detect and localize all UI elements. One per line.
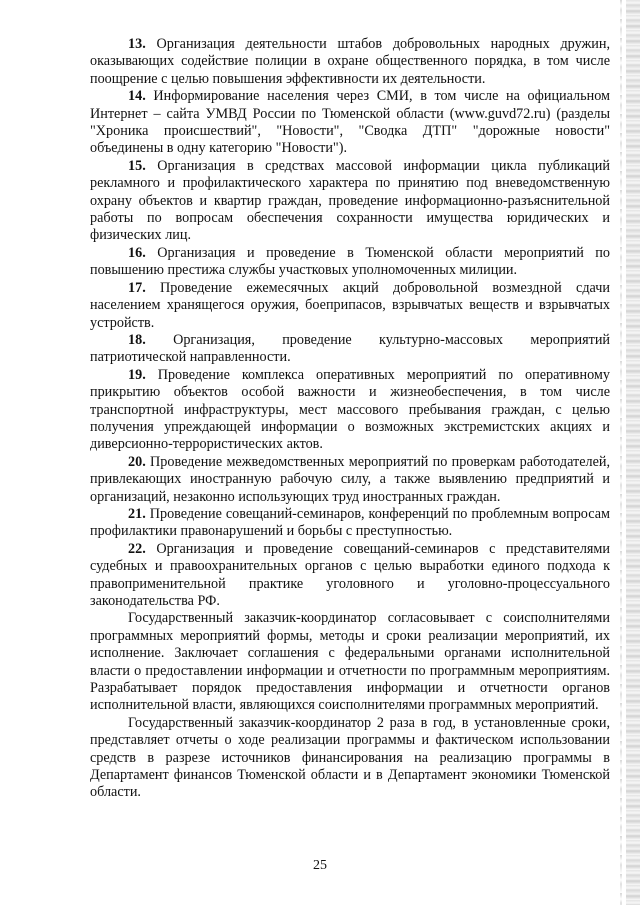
paragraph-18	[90, 332, 610, 367]
item-number: 20.	[128, 453, 146, 470]
item-number: 22.	[128, 540, 146, 557]
scan-edge-line	[620, 0, 622, 905]
item-number: 19.	[128, 366, 146, 383]
item-number: 16.	[128, 244, 146, 261]
paragraph-20	[90, 454, 610, 506]
item-number: 14.	[128, 88, 146, 105]
item-number: 18.	[128, 331, 146, 348]
item-number: 15.	[128, 157, 146, 174]
paragraph-21	[90, 506, 610, 541]
paragraph-17	[90, 280, 610, 332]
paragraph-16	[90, 245, 610, 280]
page-number: 25	[313, 858, 327, 873]
scan-edge-noise	[626, 0, 640, 905]
paragraph-19	[90, 367, 610, 454]
document-body	[90, 36, 610, 802]
paragraph-22	[90, 541, 610, 611]
paragraph-14	[90, 88, 610, 158]
paragraph-text: Государственный заказчик-координатор 2 раза в год, в установленные сроки, представляет отчеты о ходе реализации программы и фактическом использовании средств в разрезе источников финансирования на реализацию программы в Департамент финансов Тюменской области и в Департамент экономики Тюменской области.	[90, 714, 610, 801]
paragraph-text: Проведение комплекса оперативных мероприятий по оперативному прикрытию объектов особой важности и жизнеобеспечения, в том числе транспортной инфраструктуры, мест массового пребывания граждан, с целью получения упреждающей информации о возможных экстремистских акциях и диверсионно-террористических актов.	[90, 366, 610, 453]
paragraph-text: Информирование населения через СМИ, в том числе на официальном Интернет – сайта УМВД России по Тюменской области (www.guvd72.ru) (разделы "Хроника происшествий", "Новости", "Сводка ДТП" "дорожные новости" объединены в одну категорию "Новости").	[90, 88, 610, 157]
item-number: 13.	[128, 36, 146, 52]
item-number: 21.	[128, 505, 146, 522]
paragraph-text: Государственный заказчик-координатор согласовывает с соисполнителями программных мероприятий формы, методы и сроки реализации мероприятий, их исполнение. Заключает соглашения с федеральными органами исполнительной власти о предоставлении информации и отчетности по программным мероприятиям. Разрабатывает порядок предоставления информации и отчетности органов исполнительной власти, являющихся соисполнителями программных мероприятий.	[90, 610, 610, 714]
paragraph-text: Проведение ежемесячных акций добровольной возмездной сдачи населением хранящегося оружия, боеприпасов, взрывчатых веществ и взрывчатых устройств.	[90, 279, 611, 331]
paragraph-coordinator-approval	[90, 610, 610, 714]
paragraph-text: Организация, проведение культурно-массовых мероприятий патриотической направленности.	[90, 331, 611, 366]
paragraph-text: Проведение совещаний-семинаров, конференций по проблемным вопросам профилактики правонарушений и борьбы с преступностью.	[90, 505, 610, 540]
paragraph-13	[90, 36, 610, 88]
paragraph-15	[90, 158, 610, 245]
paragraph-text: Организация деятельности штабов добровольных народных дружин, оказывающих содействие полиции в охране общественного порядка, в том числе поощрение с целью повышения эффективности их деятельности.	[90, 36, 611, 87]
paragraph-coordinator-reports	[90, 715, 610, 802]
paragraph-text: Организация в средствах массовой информации цикла публикаций рекламного и профилактического характера по принятию под вневедомственную охрану объектов и квартир граждан, проведение информационно-разъяснительной работы по вопросам обеспечения сохранности имущества юридических и физических лиц.	[90, 157, 610, 244]
paragraph-text: Организация и проведение совещаний-семинаров с представителями судебных и правоохранительных органов с целью выработки единого подхода к правоприменительной практике уголовного и уголовно-процессуального законодательства РФ.	[90, 540, 611, 609]
paragraph-text: Организация и проведение в Тюменской области мероприятий по повышению престижа службы участковых уполномоченных милиции.	[90, 244, 610, 279]
item-number: 17.	[128, 279, 146, 296]
paragraph-text: Проведение межведомственных мероприятий по проверкам работодателей, привлекающих иностранную рабочую силу, а также выявлению предприятий и организаций, незаконно использующих труд иностранных граждан.	[90, 453, 611, 505]
